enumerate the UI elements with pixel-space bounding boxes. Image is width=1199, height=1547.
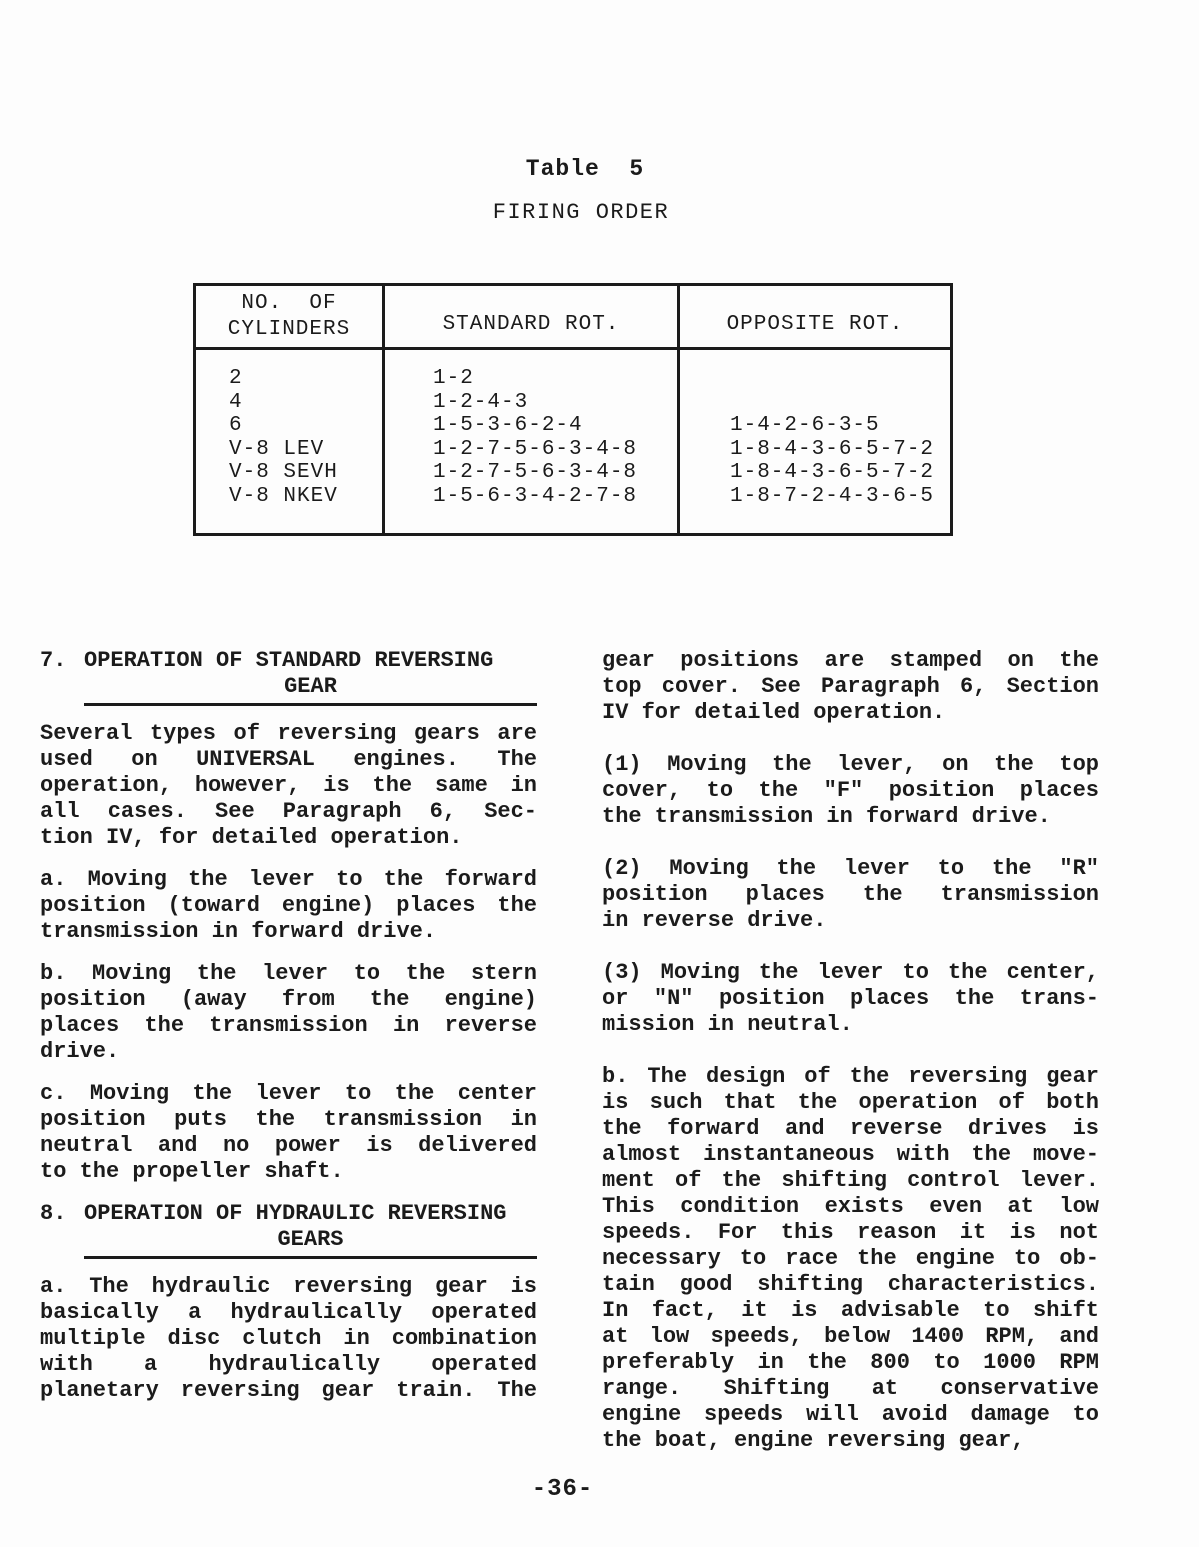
text-line: tion IV, for detailed operation. xyxy=(40,825,463,850)
section-number: 8. xyxy=(40,1201,67,1226)
text-line: all cases. See Paragraph 6, Sec- xyxy=(40,799,537,824)
header-cell-opposite-rot xyxy=(680,286,950,347)
text-line: IV for detailed operation. xyxy=(602,700,946,725)
table-caption: Table 5 xyxy=(525,156,645,182)
paragraph xyxy=(40,1081,537,1185)
text-line: c. Moving the lever to the center xyxy=(40,1081,537,1106)
table-cell-line xyxy=(730,391,950,415)
table-cell-line: 1-8-4-3-6-5-7-2 xyxy=(730,461,935,484)
table-cell-line: 1-8-4-3-6-5-7-2 xyxy=(730,437,935,461)
text-line: transmission in forward drive. xyxy=(40,919,437,944)
column-cylinders xyxy=(196,350,385,533)
text-line: range. Shifting at conservative xyxy=(602,1376,1099,1401)
paragraph xyxy=(602,960,1099,1038)
table-cell-line: 1-2-4-3 xyxy=(433,390,529,414)
text-line: position places the transmission xyxy=(602,882,1099,907)
text-line: a. The hydraulic reversing gear is xyxy=(40,1274,537,1299)
text-line: used on UNIVERSAL engines. The xyxy=(40,747,537,772)
text-line: multiple disc clutch in combination xyxy=(40,1326,537,1351)
heading-line: OPERATION OF HYDRAULIC REVERSING xyxy=(84,1201,507,1226)
paragraph xyxy=(602,648,1099,726)
right-text-column xyxy=(602,648,1099,1480)
paragraph xyxy=(602,1064,1099,1454)
section-heading-text xyxy=(84,648,537,706)
table-body-row xyxy=(196,350,950,533)
text-line: Several types of reversing gears are xyxy=(40,721,537,746)
text-line: preferably in the 800 to 1000 RPM xyxy=(602,1350,1099,1375)
text-line: or "N" position places the trans- xyxy=(602,986,1099,1011)
text-line: the transmission in forward drive. xyxy=(602,804,1051,829)
table-cell-line: 1-2 xyxy=(433,367,474,390)
column-standard-rotation xyxy=(385,350,680,533)
paragraph xyxy=(602,752,1099,830)
text-line: with a hydraulically operated xyxy=(40,1352,537,1377)
text-line: b. Moving the lever to the stern xyxy=(40,961,537,986)
paragraph xyxy=(602,856,1099,934)
section-heading-text xyxy=(84,1201,537,1259)
text-line: position (away from the engine) xyxy=(40,987,537,1012)
text-line: tain good shifting characteristics. xyxy=(602,1272,1099,1297)
header-line: CYLINDERS xyxy=(227,317,351,341)
text-line: necessary to race the engine to ob- xyxy=(602,1246,1099,1271)
text-line: cover, to the "F" position places xyxy=(602,778,1099,803)
text-line: This condition exists even at low xyxy=(602,1194,1099,1219)
header-line: OPPOSITE ROT. xyxy=(726,313,904,336)
text-line: speeds. For this reason it is not xyxy=(602,1220,1099,1245)
body-text-columns xyxy=(40,648,1099,1480)
text-line: gear positions are stamped on the xyxy=(602,648,1099,673)
header-cell-cylinders xyxy=(196,286,385,347)
text-line: a. Moving the lever to the forward xyxy=(40,867,537,892)
text-line: at low speeds, below 1400 RPM, and xyxy=(602,1324,1099,1349)
text-line: planetary reversing gear train. The xyxy=(40,1378,537,1403)
heading-line: GEARS xyxy=(277,1227,344,1252)
text-line: top cover. See Paragraph 6, Section xyxy=(602,674,1099,699)
heading-line: OPERATION OF STANDARD REVERSING xyxy=(84,648,494,673)
page-number: -36- xyxy=(531,1476,594,1503)
text-line: ment of the shifting control lever. xyxy=(602,1168,1099,1193)
section-number: 7. xyxy=(40,648,67,673)
text-line: In fact, it is advisable to shift xyxy=(602,1298,1099,1323)
heading-line: GEAR xyxy=(284,674,337,699)
text-line: neutral and no power is delivered xyxy=(40,1133,537,1158)
table-cell-line: V-8 SEVH xyxy=(229,461,338,484)
text-line: (3) Moving the lever to the center, xyxy=(602,960,1099,985)
table-cell-line: 1-2-7-5-6-3-4-8 xyxy=(433,437,638,461)
header-cell-standard-rot xyxy=(385,286,680,347)
text-line: to the propeller shaft. xyxy=(40,1159,344,1184)
table-cell-line: 6 xyxy=(229,414,243,437)
table-cell-line: V-8 NKEV xyxy=(229,484,338,508)
table-cell-line: 1-5-3-6-2-4 xyxy=(433,414,583,437)
firing-order-table xyxy=(193,283,953,536)
text-line: the forward and reverse drives is xyxy=(602,1116,1099,1141)
paragraph xyxy=(40,1274,537,1404)
text-line: b. The design of the reversing gear xyxy=(602,1064,1099,1089)
table-cell-line: 1-4-2-6-3-5 xyxy=(730,414,880,437)
table-cell-line: 4 xyxy=(229,390,243,414)
table-cell-line: 1-2-7-5-6-3-4-8 xyxy=(433,461,638,484)
text-line: drive. xyxy=(40,1039,120,1064)
header-line: NO. OF xyxy=(241,291,337,315)
text-line: position puts the transmission in xyxy=(40,1107,537,1132)
table-cell-line: V-8 LEV xyxy=(229,437,325,461)
text-line: is such that the operation of both xyxy=(602,1090,1099,1115)
section-heading xyxy=(40,648,537,706)
paragraph xyxy=(40,961,537,1065)
text-line: almost instantaneous with the move- xyxy=(602,1142,1099,1167)
table-cell-line: 1-8-7-2-4-3-6-5 xyxy=(730,484,935,508)
header-line: STANDARD ROT. xyxy=(442,313,620,336)
paragraph xyxy=(40,721,537,851)
text-line: operation, however, is the same in xyxy=(40,773,537,798)
text-line: the boat, engine reversing gear, xyxy=(602,1428,1025,1453)
text-line: (2) Moving the lever to the "R" xyxy=(602,856,1099,881)
section-heading xyxy=(40,1201,537,1259)
text-line: position (toward engine) places the xyxy=(40,893,537,918)
table-cell-line xyxy=(730,367,950,391)
table-header-row xyxy=(196,286,950,350)
text-line: basically a hydraulically operated xyxy=(40,1300,537,1325)
text-line: (1) Moving the lever, on the top xyxy=(602,752,1099,777)
table-subtitle: FIRING ORDER xyxy=(492,200,670,225)
text-line: in reverse drive. xyxy=(602,908,827,933)
text-line: engine speeds will avoid damage to xyxy=(602,1402,1099,1427)
table-cell-line: 2 xyxy=(229,367,243,390)
table-cell-line: 1-5-6-3-4-2-7-8 xyxy=(433,484,638,508)
column-opposite-rotation xyxy=(680,350,950,533)
text-line: places the transmission in reverse xyxy=(40,1013,537,1038)
paragraph xyxy=(40,867,537,945)
text-line: mission in neutral. xyxy=(602,1012,853,1037)
left-text-column xyxy=(40,648,537,1480)
